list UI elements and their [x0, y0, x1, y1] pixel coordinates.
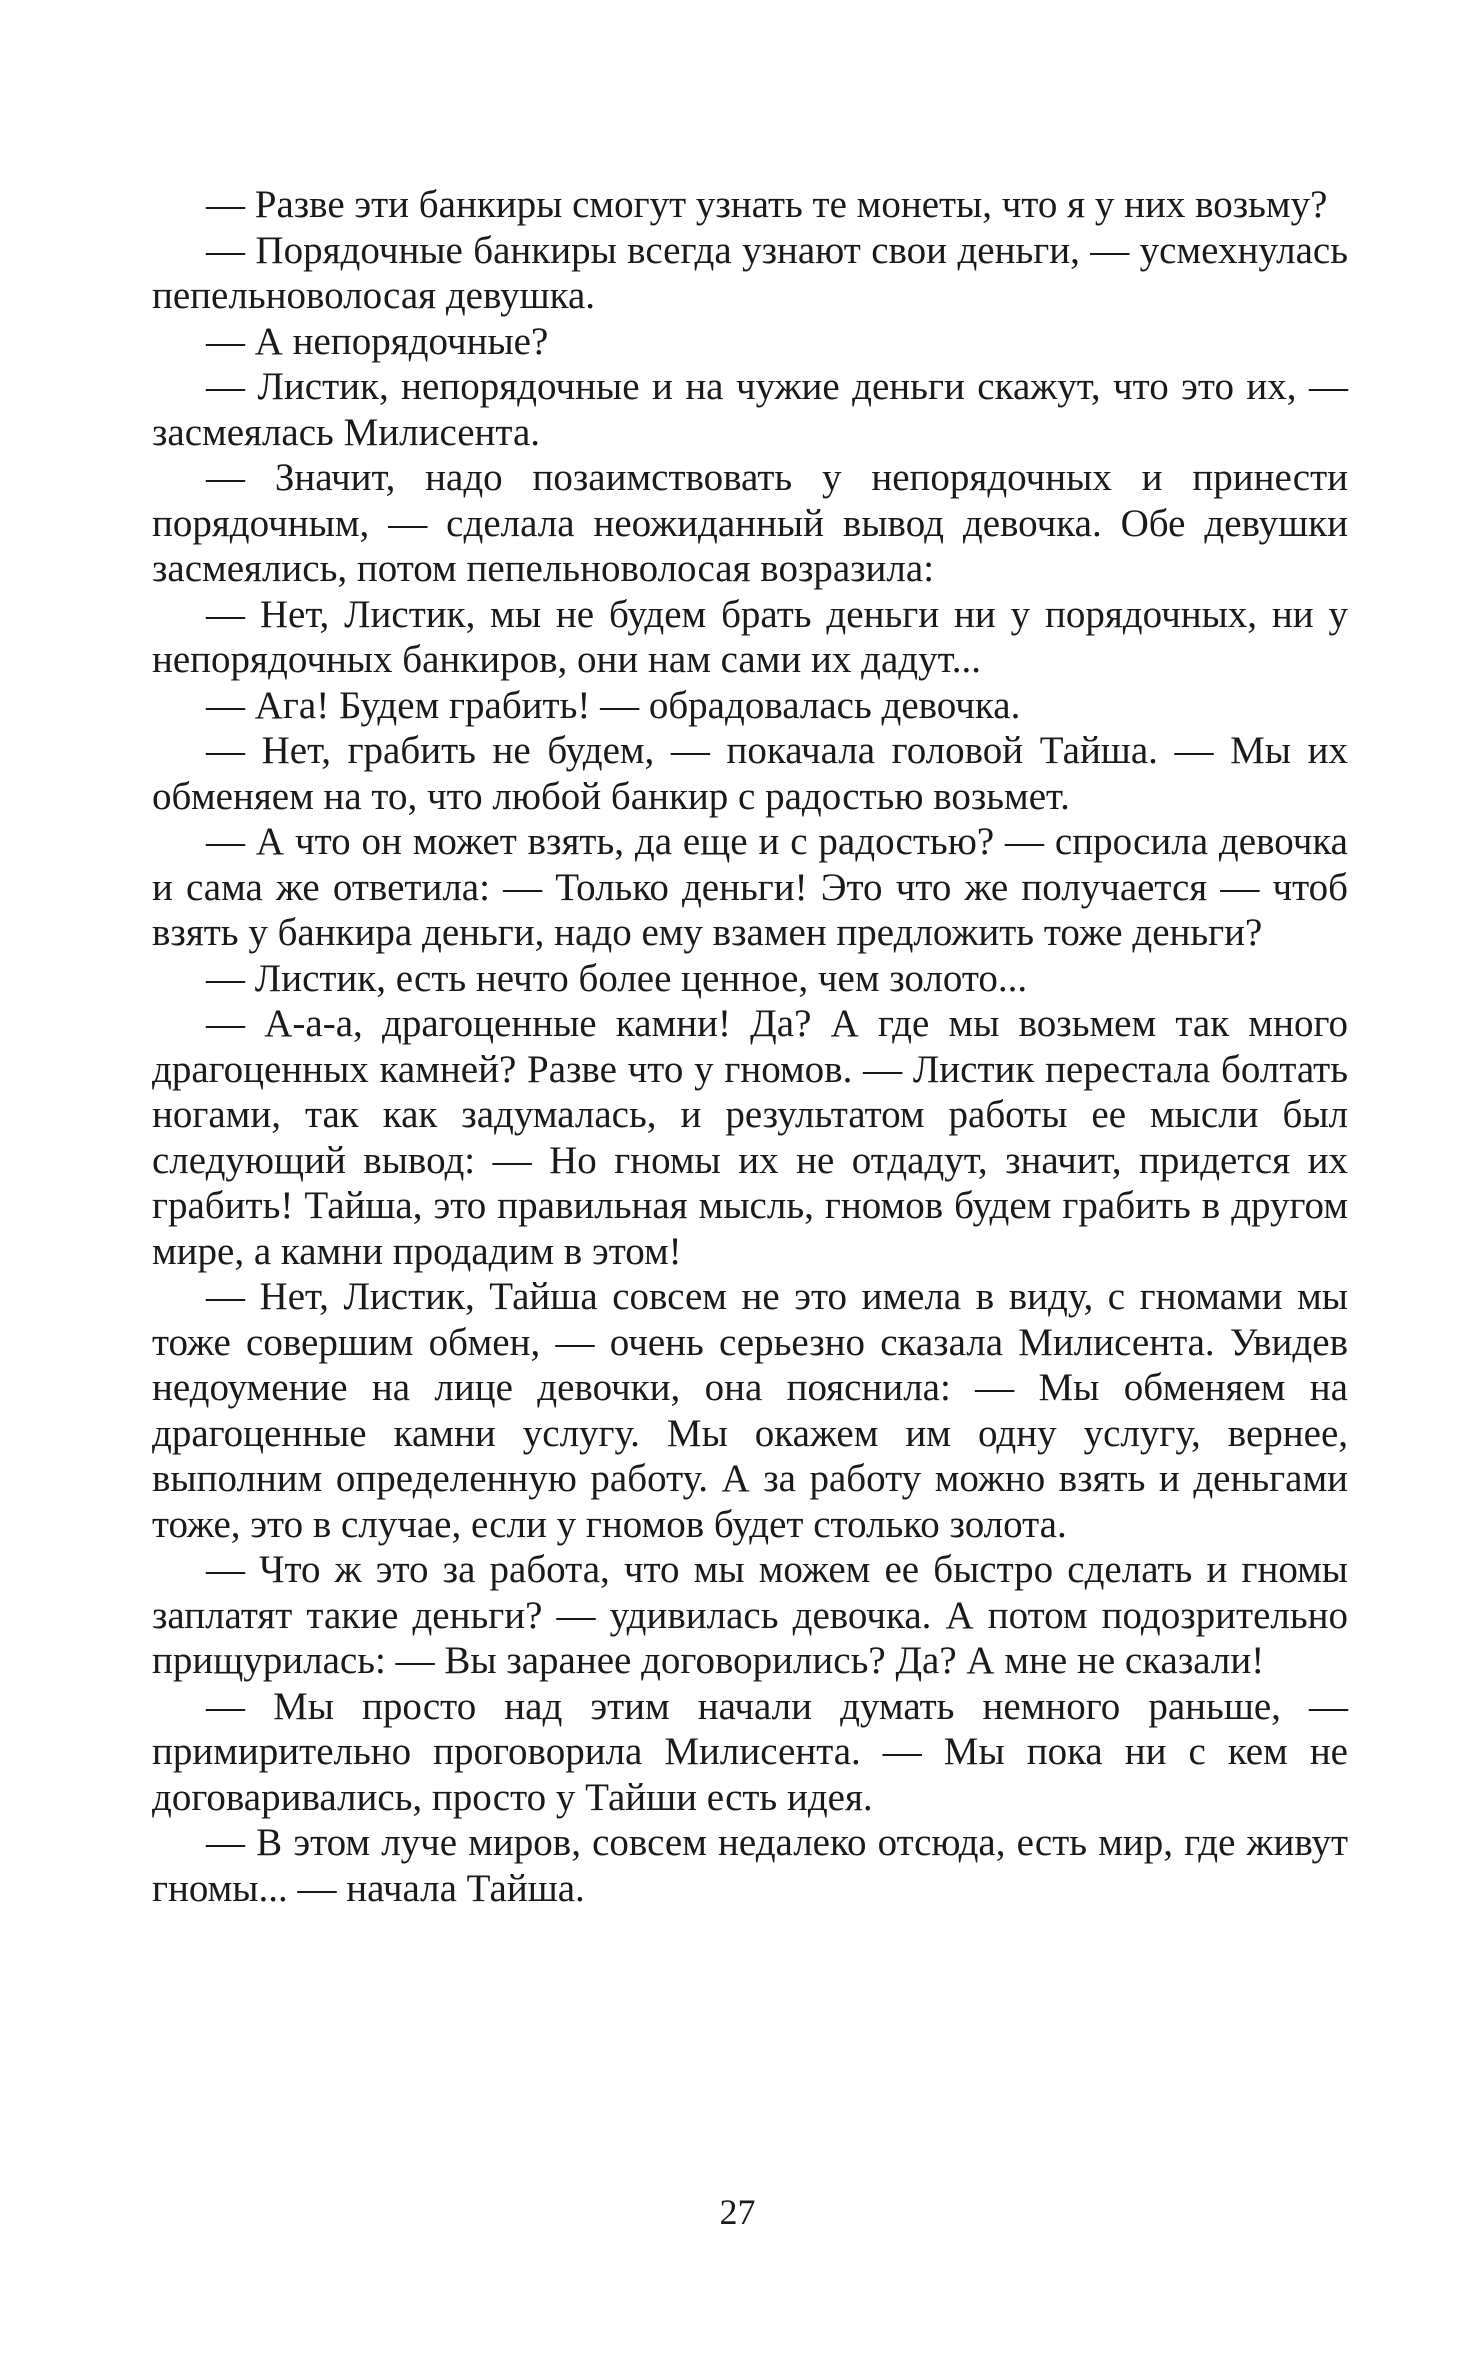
paragraph: — Нет, грабить не будем, — покачала головой Тайша. — Мы их обменяем на то, что любой банкир с радостью возьмет. [152, 729, 1348, 818]
paragraph: — Листик, непорядочные и на чужие деньги скажут, что это их, — засмеялась Милисента. [152, 365, 1348, 454]
paragraph: — Нет, Листик, Тайша совсем не это имела в виду, с гномами мы тоже совершим обмен, — очень серьезно сказала Милисента. Увидев недоумение на лице девочки, она пояснила: — Мы обменяем на драгоценные камни услугу. Мы окажем им одну услугу, вернее, выполним определенную работу. А за работу можно взять и деньгами тоже, это в случае, если у гномов будет столько золота. [152, 1275, 1348, 1546]
paragraph: — В этом луче миров, совсем недалеко отсюда, есть мир, где живут гномы... — начала Тайша. [152, 1821, 1348, 1910]
paragraph: — Мы просто над этим начали думать немного раньше, — примирительно проговорила Милисента. — Мы пока ни с кем не договаривались, просто у Тайши есть идея. [152, 1684, 1348, 1819]
paragraph: — А-а-а, драгоценные камни! Да? А где мы возьмем так много драгоценных камней? Разве что у гномов. — Листик перестала болтать ногами, так как задумалась, и результатом работы ее мысли был следующий вывод: — Но гномы их не отдадут, значит, придется их грабить! Тайша, это правильная мысль, гномов будем грабить в другом мире, а камни продадим в этом! [152, 1002, 1348, 1273]
page-body-text [152, 182, 1348, 1911]
paragraph: — Разве эти банкиры смогут узнать те монеты, что я у них возьму? [206, 183, 1328, 226]
paragraph: — Значит, надо позаимствовать у непорядочных и принести порядочным, — сделала неожиданный вывод девочка. Обе девушки засмеялись, потом пепельноволосая возразила: [152, 456, 1348, 590]
page-number: 27 [719, 2192, 756, 2232]
paragraph: — А что он может взять, да еще и с радостью? — спросила девочка и сама же ответила: — Только деньги! Это что же получается — чтоб взять у банкира деньги, надо ему взамен предложить тоже деньги? [152, 820, 1348, 954]
paragraph: — Листик, есть нечто более ценное, чем золото... [206, 956, 1028, 1000]
paragraph: — Нет, Листик, мы не будем брать деньги ни у порядочных, ни у непорядочных банкиров, они нам сами их дадут... [152, 592, 1348, 681]
paragraph: — Порядочные банкиры всегда узнают свои деньги, — усмехнулась пепельноволосая девушка. [152, 228, 1348, 317]
paragraph: — Что ж это за работа, что мы можем ее быстро сделать и гномы заплатят такие деньги? — удивилась девочка. А потом подозрительно прищурилась: — Вы заранее договорились? Да? А мне не сказали! [152, 1548, 1348, 1682]
paragraph: — А непорядочные? [206, 319, 549, 363]
paragraph: — Ага! Будем грабить! — обрадовалась девочка. [206, 683, 1021, 727]
